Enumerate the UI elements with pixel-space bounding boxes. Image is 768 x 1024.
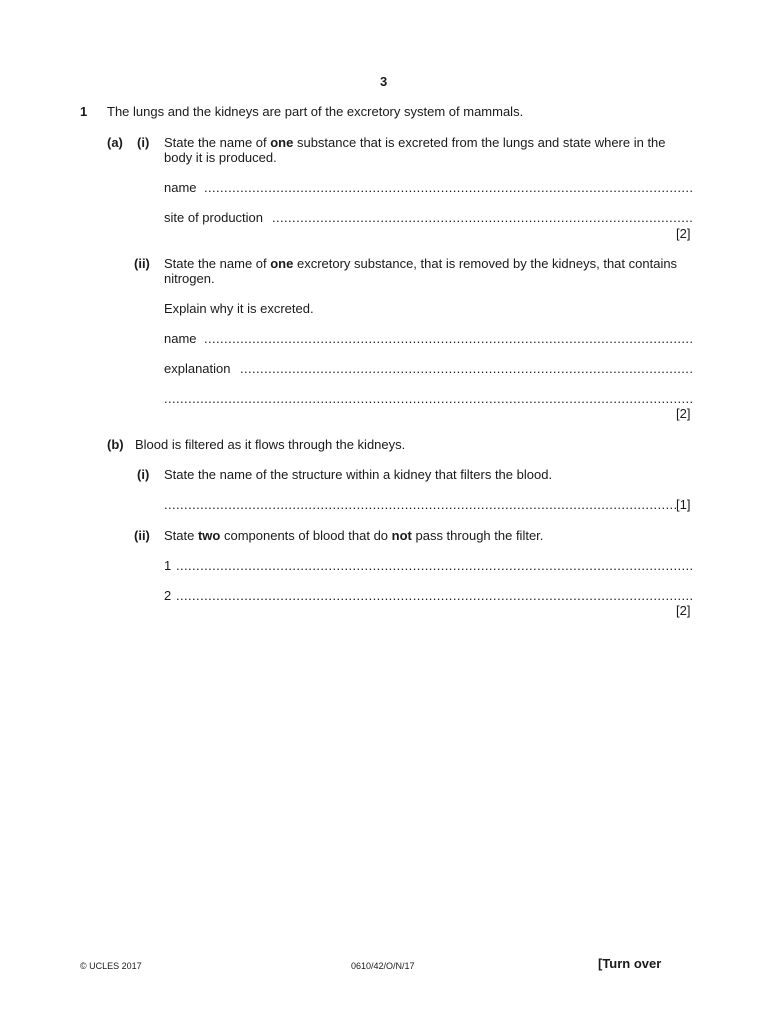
answer-label-name: name	[164, 180, 197, 195]
answer-line-site[interactable]	[272, 210, 692, 226]
answer-line-explanation-2[interactable]	[164, 391, 692, 407]
answer-label-2: 2	[164, 588, 172, 603]
explain-prompt: Explain why it is excreted.	[164, 301, 314, 316]
part-a-ii-label: (ii)	[134, 256, 150, 271]
part-a-ii-question-line1: State the name of one excretory substance, that is removed by the kidneys, that contains	[164, 256, 678, 271]
answer-line-structure[interactable]	[164, 497, 676, 513]
question-number: 1	[80, 104, 88, 119]
answer-label-name-2: name	[164, 331, 197, 346]
marks-a-i: [2]	[676, 226, 691, 241]
footer-code: 0610/42/O/N/17	[351, 961, 415, 971]
answer-label-explanation: explanation	[164, 361, 231, 376]
marks-a-ii: [2]	[676, 406, 691, 421]
answer-line-1[interactable]	[176, 558, 692, 574]
part-a-i-question-line2: body it is produced.	[164, 150, 277, 165]
answer-label-site: site of production	[164, 210, 264, 225]
footer-copyright: © UCLES 2017	[80, 961, 142, 971]
part-a-label: (a)	[107, 135, 123, 150]
marks-b-ii: [2]	[676, 603, 691, 618]
part-a-i-question-line1: State the name of one substance that is excreted from the lungs and state where in the	[164, 135, 666, 150]
turn-over: [Turn over	[598, 956, 662, 971]
part-b-label: (b)	[107, 437, 124, 452]
part-a-i-label: (i)	[137, 135, 150, 150]
page-number: 3	[380, 74, 388, 89]
answer-line-explanation[interactable]	[240, 361, 692, 377]
part-b-ii-label: (ii)	[134, 528, 150, 543]
answer-line-name-2[interactable]	[204, 331, 692, 347]
part-b-i-label: (i)	[137, 467, 150, 482]
part-b-i-question: State the name of the structure within a kidney that filters the blood.	[164, 467, 553, 482]
question-stem: The lungs and the kidneys are part of the excretory system of mammals.	[107, 104, 524, 119]
marks-b-i: [1]	[676, 497, 691, 512]
answer-label-1: 1	[164, 558, 172, 573]
answer-line-2[interactable]	[176, 588, 692, 604]
answer-line-name[interactable]	[204, 180, 692, 196]
part-b-stem: Blood is filtered as it flows through the kidneys.	[135, 437, 406, 452]
part-a-ii-question-line2: nitrogen.	[164, 271, 215, 286]
part-b-ii-question: State two components of blood that do not pass through the filter.	[164, 528, 544, 543]
